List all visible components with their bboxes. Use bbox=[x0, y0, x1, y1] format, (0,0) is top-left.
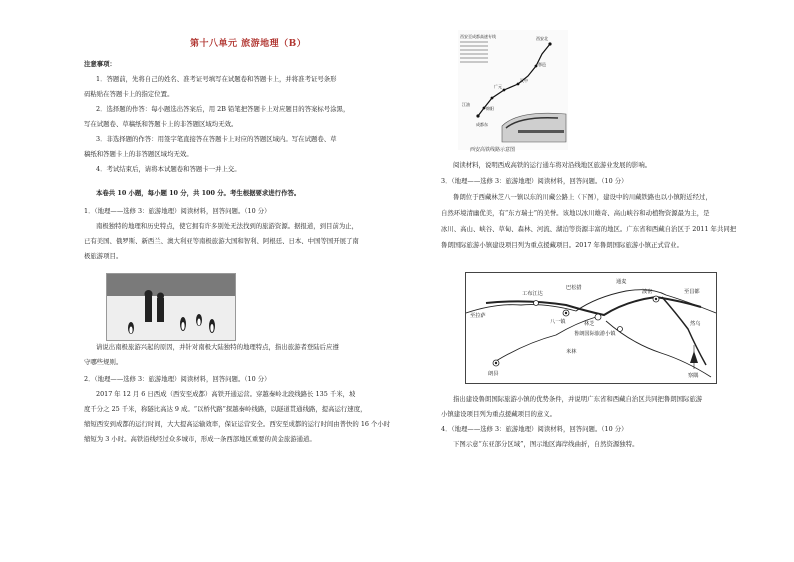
q2-header: 2．（地理——选修 3：旅游地理）阅读材料，回答问题。（10 分） bbox=[84, 375, 271, 383]
rail-map-caption: 西安高铁线路示意图 bbox=[470, 147, 516, 153]
map-label: 林芝 bbox=[584, 321, 595, 327]
q2-line: 缩短为 3 小时。高铁沿线经过众多城市，形成一条西部地区重要的黄金旅游通道。 bbox=[84, 435, 316, 443]
q3-line: 鲁朗位于西藏林芝八一镇以东的川藏公路上（下图），建设中的川藏铁路也以小镇附近经过， bbox=[453, 193, 712, 201]
rail-map-graphic bbox=[458, 30, 568, 150]
notes-item: 码粘贴在答题卡上的指定位置。 bbox=[84, 90, 174, 98]
city-label: 绵阳 bbox=[486, 106, 494, 111]
q4-header: 4．（地理——选修 3：旅游地理）阅读材料，回答问题。（10 分） bbox=[441, 425, 628, 433]
lulang-map bbox=[465, 272, 717, 384]
question-1 bbox=[84, 204, 394, 264]
q2-line: 2017 年 12 月 6 日西成（西安至成都）高铁开通运营。穿越秦岭北段线路长 135 千米，坡 bbox=[96, 390, 356, 398]
q1-line: 极旅游项目。 bbox=[84, 252, 123, 260]
notes-item: 1．答题前，先将自己的姓名、准考证号填写在试题卷和答题卡上，并将准考证号条形 bbox=[96, 75, 337, 83]
page-title: 第十八单元 旅游地理（B） bbox=[190, 39, 307, 49]
map-label: 察隅 bbox=[688, 373, 699, 379]
q1-line: 南极独特的地理和历史特点，使它拥有许多别处无法找到的旅游资源。据报道，到目前为止， bbox=[96, 222, 359, 230]
map-label: 米林 bbox=[566, 349, 577, 355]
notes-item: 3．非选择题的作答：用签字笔直接答在答题卡上对应的答题区域内。写在试题卷、草 bbox=[96, 135, 337, 143]
q1-question bbox=[84, 340, 394, 370]
section-instruction: 本卷共 10 小题，每小题 10 分，共 100 分。考生根据要求进行作答。 bbox=[96, 189, 301, 197]
q2-line: 度千分之 25 千米，称隧比高达 9 成。“以桥代路”探越秦岭线路，以隧道贯通线路，提高运行速度， bbox=[84, 405, 367, 413]
map-label: 至昌都 bbox=[684, 289, 700, 295]
map-label: 八一镇 bbox=[550, 319, 566, 325]
map-label: 工布江达 bbox=[522, 291, 543, 297]
city-label: 广元 bbox=[494, 84, 502, 89]
city-label: 成都东 bbox=[476, 122, 488, 127]
q2-question bbox=[441, 158, 751, 173]
q3-question-line: 指出建设鲁朗国际旅游小镇的优势条件，并说明广东省和西藏自治区共同把鲁朗国际旅游 bbox=[453, 395, 703, 403]
map-label: 巴松措 bbox=[566, 285, 582, 291]
antarctic-photo-image bbox=[107, 274, 235, 340]
q3-question-line: 小镇建设项目列为重点援藏项目的意义。 bbox=[441, 410, 557, 418]
question-2 bbox=[84, 372, 394, 447]
q2-line: 缩短西安到成都的运行时间，大大提高运输效率，保证运营安全。西安至成都的运行时间由普快的 16 个小时 bbox=[84, 420, 391, 428]
q1-line: 已有美国、俄罗斯、新西兰、澳大利亚等南极旅游大国和智利、阿根廷、日本、中国等国开展了南 bbox=[84, 237, 359, 245]
map-label: 然乌 bbox=[690, 321, 701, 327]
q1-header: 1．（地理——选修 3：旅游地理）阅读材料，回答问题。（10 分） bbox=[84, 207, 271, 215]
q4-line: 下图示意“东亚部分区域”，图示地区海岸线曲折，自然资源独特。 bbox=[453, 440, 639, 448]
notes-item: 2．选择题的作答：每小题选出答案后，用 2B 铅笔把答题卡上对应题目的答案标号涂黑， bbox=[96, 105, 350, 113]
xian-chengdu-rail-map bbox=[458, 30, 568, 150]
q3-header: 3．（地理——选修 3：旅游地理）阅读材料，回答问题。（10 分） bbox=[441, 177, 628, 185]
map-label: 通麦 bbox=[616, 279, 627, 285]
notes-block bbox=[84, 57, 394, 177]
antarctic-photo bbox=[106, 273, 236, 341]
city-label: 江油 bbox=[462, 102, 470, 107]
q1-question-line: 请说出南极旅游兴起的原因，并针对南极大陆独特的地理特点，指出旅游者登陆后应遵 bbox=[96, 343, 339, 351]
map-label: 鲁朗国际旅游小镇 bbox=[574, 331, 616, 337]
map-label: 波密 bbox=[642, 289, 653, 295]
city-label: 汉中 bbox=[520, 78, 528, 83]
q3-line: 自然环境清幽优美，有“东方瑞士”的美誉。该地以冰川雄奇、高山峡谷和动植物资源最为主，是 bbox=[441, 209, 710, 217]
q3-question bbox=[441, 392, 751, 422]
city-label: 鄠邑 bbox=[538, 62, 546, 67]
rail-map-title: 西安至成都高速专线 bbox=[460, 34, 496, 39]
q3-line: 鲁朗国际旅游小镇建设项目列为重点援藏项目。2017 年鲁朗国际旅游小镇正式营业。 bbox=[441, 241, 683, 249]
q2-question-line: 阅读材料，说明西成高铁的运行通车将对沿线地区旅游业发展的影响。 bbox=[453, 161, 652, 169]
city-label: 西安北 bbox=[536, 36, 548, 41]
question-4 bbox=[441, 422, 751, 452]
q3-line: 冰川、高山、峡谷、草甸、森林、河流、湖泊等资源丰富的地区。广东省和西藏自治区于 2011 年共同把 bbox=[441, 225, 737, 233]
question-3 bbox=[441, 173, 751, 253]
notes-heading: 注意事项： bbox=[84, 60, 116, 68]
notes-item: 4．考试结束后，请将本试题卷和答题卡一并上交。 bbox=[96, 165, 241, 173]
lulang-map-graphic bbox=[466, 273, 716, 383]
map-label: 至拉萨 bbox=[470, 313, 486, 319]
notes-item: 稿纸和答题卡上的非答题区域均无效。 bbox=[84, 150, 193, 158]
q1-question-line: 守哪些规则。 bbox=[84, 358, 123, 366]
notes-item: 写在试题卷、草稿纸和答题卡上的非答题区域均无效。 bbox=[84, 120, 238, 128]
map-label: 朗县 bbox=[488, 371, 499, 377]
